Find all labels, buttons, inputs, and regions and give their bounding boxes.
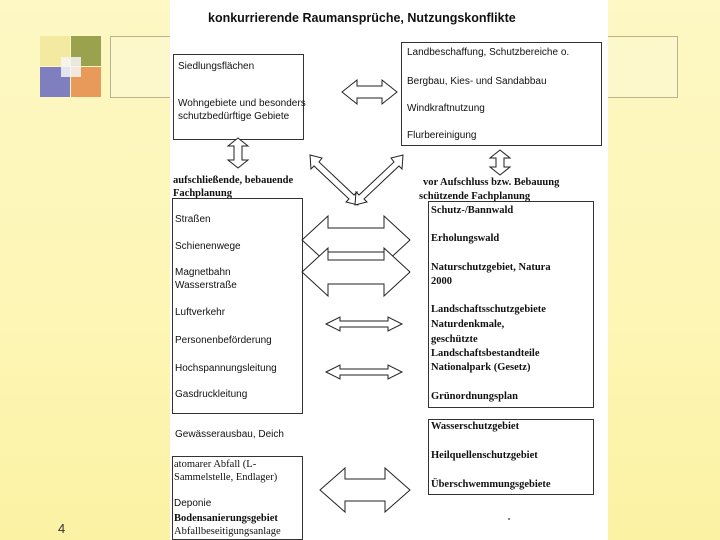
double-arrow-vertical-right	[490, 150, 510, 175]
label-wasserstrasse: Wasserstraße	[175, 280, 237, 291]
label-windkraft: Windkraftnutzung	[407, 103, 485, 114]
scanned-diagram	[170, 0, 608, 540]
label-schienenwege: Schienenwege	[175, 241, 241, 252]
label-strassen: Straßen	[175, 214, 211, 225]
double-arrow-vertical-left	[228, 138, 248, 168]
label-geschuetzte: geschützte	[431, 334, 478, 345]
label-erholungswald: Erholungswald	[431, 233, 500, 244]
heading-right-2: schützende Fachplanung	[419, 191, 531, 202]
heading-left-2: Fachplanung	[173, 188, 232, 199]
label-nationalpark: Nationalpark (Gesetz)	[431, 362, 531, 373]
label-wasserschutzgebiet: Wasserschutzgebiet	[431, 421, 520, 432]
label-bodensanierung: Bodensanierungsgebiet	[174, 513, 278, 524]
label-luftverkehr: Luftverkehr	[175, 307, 226, 318]
label-atomarer-abfall-2: Sammelstelle, Endlager)	[174, 472, 278, 483]
label-ueberschwemmung: Überschwemmungsgebiete	[431, 479, 551, 490]
label-naturdenkmale: Naturdenkmale,	[431, 319, 505, 330]
scan-dot	[508, 518, 510, 520]
label-siedlungsflaechen: Siedlungsflächen	[178, 61, 255, 72]
label-magnetbahn: Magnetbahn	[175, 267, 231, 278]
heading-right-1: vor Aufschluss bzw. Bebauung	[423, 177, 560, 188]
label-atomarer-abfall-1: atomarer Abfall (L-	[174, 459, 257, 470]
label-natura-2000: 2000	[431, 276, 452, 287]
big-double-arrow-bottom	[320, 468, 410, 512]
label-landschaftsschutz: Landschaftsschutzgebiete	[431, 304, 546, 315]
label-heilquellen: Heilquellenschutzgebiet	[431, 450, 538, 461]
label-naturschutzgebiet: Naturschutzgebiet, Natura	[431, 262, 551, 273]
arrows-layer	[170, 0, 608, 540]
label-flurbereinigung: Flurbereinigung	[407, 130, 477, 141]
double-arrow-top	[342, 80, 397, 104]
diagram-title: konkurrierende Raumansprüche, Nutzungskonflikte	[208, 11, 516, 25]
label-personenbefoerderung: Personenbeförderung	[175, 335, 272, 346]
label-deponie: Deponie	[174, 498, 212, 509]
thin-double-arrow-2	[326, 365, 402, 379]
label-wohngebiete-2: schutzbedürftige Gebiete	[178, 111, 290, 122]
label-hochspannung: Hochspannungsleitung	[175, 363, 277, 374]
label-gasdruck: Gasdruckleitung	[175, 389, 248, 400]
thin-double-arrow-1	[326, 317, 402, 331]
logo	[40, 36, 102, 98]
diagonal-arrow-left	[310, 155, 358, 205]
label-gruenordnungsplan: Grünordnungsplan	[431, 391, 518, 402]
diagonal-arrow-right	[355, 155, 403, 205]
label-abfallbeseitigung: Abfallbeseitigungsanlage	[174, 526, 281, 537]
label-wohngebiete-1: Wohngebiete und besonders	[178, 98, 306, 109]
label-bannwald: Schutz-/Bannwald	[431, 205, 514, 216]
label-landbeschaffung: Landbeschaffung, Schutzbereiche o.	[407, 47, 570, 58]
label-bergbau: Bergbau, Kies- und Sandabbau	[407, 76, 547, 87]
heading-left-1: aufschließende, bebauende	[173, 175, 294, 186]
label-landschaftsbestandteile: Landschaftsbestandteile	[431, 348, 540, 359]
label-gewaesserausbau: Gewässerausbau, Deich	[175, 429, 284, 440]
slide-number: 4	[58, 521, 66, 536]
